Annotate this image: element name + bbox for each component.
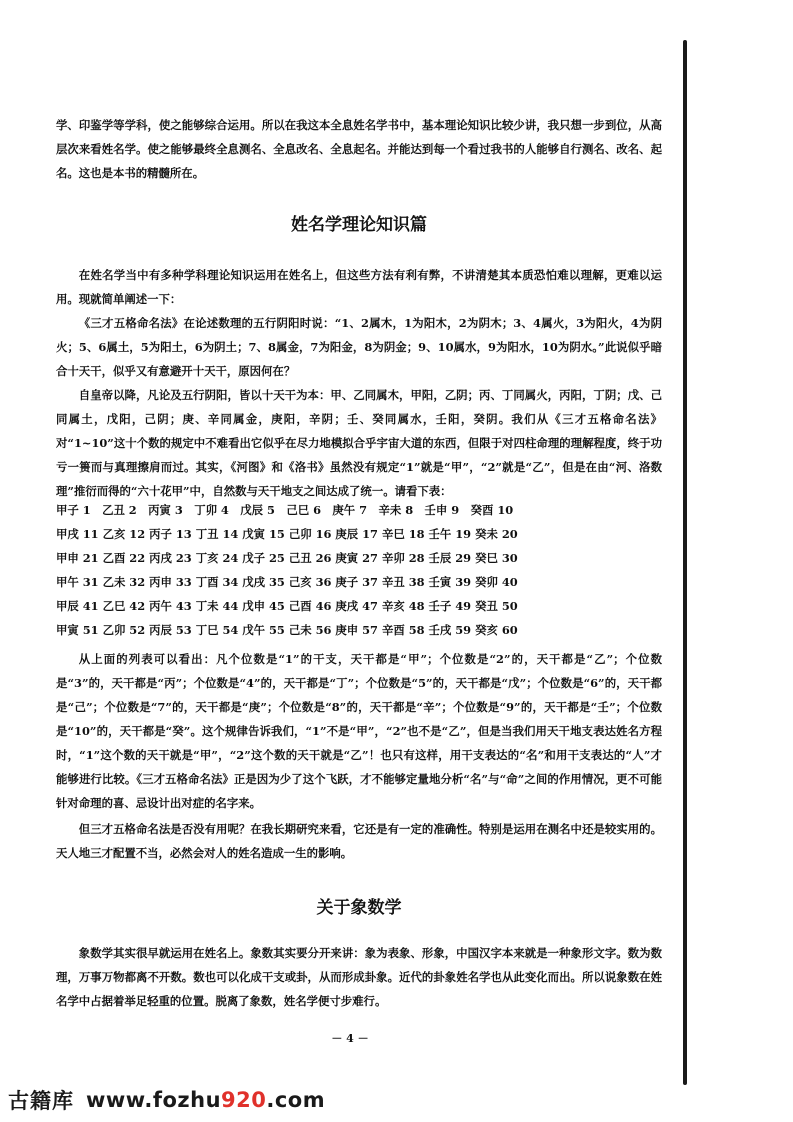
table-row: 甲寅 51 乙卯 52 丙辰 53 丁巳 54 戊午 55 己未 56 庚申 57 辛酉 58 壬戌 59 癸亥 60: [56, 623, 518, 637]
site-url-highlight: 920: [221, 1088, 267, 1112]
page-binding-edge: [683, 40, 687, 1085]
theory-paragraph-2: 《三才五格命名法》在论述数理的五行阴阳时说：“1、2属木，1为阳木，2为阴木；3、4属火，3为阳火，4为阴火；5、6属土，5为阳土，6为阴土；7、8属金，7为阳金，8为阴金；9、10属水，9为阳水，10为阴水。”此说似乎暗合十天干，似乎又有意避开十天干，原因何在？: [56, 316, 662, 378]
site-url-suffix: .com: [266, 1088, 326, 1112]
theory-paragraph-5: 但三才五格命名法是否没有用呢？在我长期研究来看，它还是有一定的准确性。特别是运用在测名中还是较实用的。天人地三才配置不当，必然会对人的姓名造成一生的影响。: [56, 822, 662, 860]
site-url[interactable]: [86, 1088, 325, 1112]
site-brand: 古籍库: [8, 1089, 74, 1113]
table-row: 甲午 31 乙未 32 丙申 33 丁酉 34 戊戌 35 己亥 36 庚子 37 辛丑 38 壬寅 39 癸卯 40: [56, 575, 518, 589]
watermark-footer: [8, 1085, 325, 1115]
theory-paragraph-3: 自皇帝以降，凡论及五行阴阳，皆以十天干为本：甲、乙同属木，甲阳，乙阴；丙、丁同属火，丙阳，丁阴；戊、己同属土，戊阳，己阴；庚、辛同属金，庚阳，辛阴；壬、癸同属水，壬阳，癸阴。我们从《三才五格命名法》对“1~10”这十个数的规定中不难看出它似乎在尽力地模拟合乎宇宙大道的东西，但限于对四柱命理的理解程度，终于功亏一篑而与真理擦肩而过。其实，《河图》和《洛书》虽然没有规定“1”就是“甲”，“2”就是“乙”，但是在由“河、洛数理”推衍而得的“六十花甲”中，自然数与天干地支之间达成了统一。请看下表：: [56, 388, 662, 498]
site-url-prefix: www.fozhu: [86, 1088, 222, 1112]
section-title-theory: 姓名学理论知识篇: [291, 215, 427, 235]
table-row: 甲戌 11 乙亥 12 丙子 13 丁丑 14 戊寅 15 己卯 16 庚辰 17 辛巳 18 壬午 19 癸未 20: [56, 527, 518, 541]
sexagenary-cycle-table: [56, 498, 666, 642]
table-row: 甲辰 41 乙巳 42 丙午 43 丁未 44 戊申 45 己酉 46 庚戌 47 辛亥 48 壬子 49 癸丑 50: [56, 599, 518, 613]
theory-paragraph-1: 在姓名学当中有多种学科理论知识运用在姓名上，但这些方法有利有弊，不讲清楚其本质恐怕难以理解，更难以运用。现就简单阐述一下：: [56, 268, 662, 306]
intro-paragraph: 学、印鉴学等学科，使之能够综合运用。所以在我这本全息姓名学书中，基本理论知识比较少讲，我只想一步到位，从高层次来看姓名学。使之能够最终全息测名、全息改名、全息起名。并能达到每一个看过我书的人能够自行测名、改名、起名。这也是本书的精髓所在。: [56, 118, 662, 180]
table-row: 甲申 21 乙酉 22 丙戌 23 丁亥 24 戊子 25 己丑 26 庚寅 27 辛卯 28 壬辰 29 癸巳 30: [56, 551, 518, 565]
section-title-xiangshu: 关于象数学: [316, 898, 402, 918]
theory-paragraph-4: 从上面的列表可以看出：凡个位数是“1”的干支，天干都是“甲”；个位数是“2”的，天干都是“乙”；个位数是“3”的，天干都是“丙”；个位数是“4”的，天干都是“丁”；个位数是“5”的，天干都是“戊”；个位数是“6”的，天干都是“己”；个位数是“7”的，天干都是“庚”；个位数是“8”的，天干都是“辛”；个位数是“9”的，天干都是“壬”；个位数是“10”的，天干都是“癸”。这个规律告诉我们，“1”不是“甲”，“2”也不是“乙”，但是当我们用天干地支表达姓名方程时，“1”这个数的天干就是“甲”，“2”这个数的天干就是“乙”！也只有这样，用干支表达的“名”和用干支表达的“人”才能够进行比较。《三才五格命名法》正是因为少了这个飞跃，才不能够定量地分析“名”与“命”之间的作用情况，更不可能针对命理的喜、忌设计出对症的名字来。: [56, 652, 662, 810]
xiangshu-paragraph-1: 象数学其实很早就运用在姓名上。象数其实要分开来讲：象为表象、形象，中国汉字本来就是一种象形文字。数为数理，万事万物都离不开数。数也可以化成干支或卦，从而形成卦象。近代的卦象姓名学也从此变化而出。所以说象数在姓名学中占据着举足轻重的位置。脱离了象数，姓名学便寸步难行。: [56, 946, 662, 1008]
page-number: － 4 －: [331, 1032, 369, 1045]
table-row: 甲子 1 乙丑 2 丙寅 3 丁卯 4 戊辰 5 己巳 6 庚午 7 辛未 8 壬申 9 癸酉 10: [56, 503, 514, 517]
